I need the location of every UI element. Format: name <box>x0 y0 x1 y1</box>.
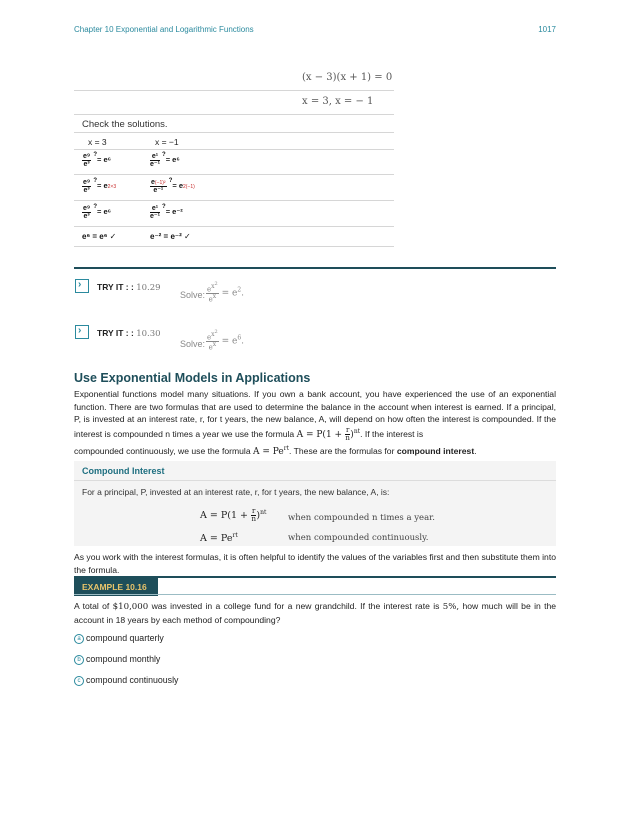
formula-note-n: when compounded n times a year. <box>288 513 435 523</box>
try-it-icon: › <box>75 325 89 339</box>
try-it-solve: Solve: <box>180 290 206 300</box>
try-it-label: TRY IT : : 10.30 <box>97 328 161 339</box>
section-paragraph-2: compounded continuously, we use the formula $A = Pe^{rt}$. These are the formulas for compound interest. <box>74 445 477 457</box>
after-feature-paragraph: As you work with the interest formulas, it is often helpful to identify the values of the variables first and then substitute them into the formula. <box>74 552 556 575</box>
option-letter-icon: c <box>74 676 84 686</box>
example-label: EXAMPLE 10.16 <box>82 582 147 592</box>
factored-equation: (x − 3)(x + 1) = 0 <box>302 72 393 83</box>
try-it-equation: $\frac{e^{x^2}}{e^x}$ = $e^2$. <box>207 281 245 304</box>
solutions-line: x = 3, x = − 1 <box>302 96 374 107</box>
check-row-b: $\frac{\text{e(−1)²}}{\text{e⁻¹}}$ ?= e2(−1) <box>151 178 195 194</box>
try-it-label: TRY IT : : 10.29 <box>97 282 161 293</box>
check-row-a: $\frac{\text{e⁹}}{\text{e³}}$ ?= e2×3 <box>83 178 117 194</box>
formula-continuous: $A = Pe^{rt}$ <box>200 532 238 545</box>
example-text: A total of $10,000 was invested in a college fund for a new grandchild. If the interest rate is 5%, how much will be in the account in 18 years by each method of compounding? <box>74 601 557 625</box>
try-it-equation: $\frac{e^{x^2}}{e^x}$ = $e^6$. <box>207 329 245 352</box>
section-title: Use Exponential Models in Applications <box>74 371 311 385</box>
feature-intro: For a principal, P, invested at an interest rate, r, for t years, the new balance, A, is: <box>82 487 390 497</box>
check-row-b: $\frac{\text{e¹}}{\text{e⁻¹}}$ ?= e⁻² <box>150 204 183 220</box>
feature-title: Compound Interest <box>82 466 165 476</box>
chapter-header: Chapter 10 Exponential and Logarithmic Functions <box>74 25 254 34</box>
option-c: c compound continuously <box>74 675 178 686</box>
check-row-b: $\frac{\text{e¹}}{\text{e⁻¹}}$ ?= e⁶ <box>150 152 180 168</box>
check-final-a: e⁶ = e⁶ ✓ <box>82 232 117 241</box>
check-row-a: $\frac{\text{e⁹}}{\text{e³}}$ ?= e⁶ <box>83 204 112 220</box>
try-it-icon: › <box>75 279 89 293</box>
section-paragraph: Exponential functions model many situations. If you own a bank account, you have experienced the use of an exponential function. There are two formulas that are used to determine the balance in the account when interest is earned. If a principal, P, is invested at an interest rate, r, for t years, the new balance, A, will depend on how often the interest is compounded. If the interest is compounded n times a year we use the formula A = P(1 + $\frac{r}{n}$ )$^{nt}$. If the interest is <box>74 389 556 442</box>
check-final-b: e⁻² = e⁻² ✓ <box>150 232 191 241</box>
col2-head: x = −1 <box>155 137 179 147</box>
col1-head: x = 3 <box>88 137 107 147</box>
option-a: a compound quarterly <box>74 633 164 644</box>
option-b: b compound monthly <box>74 654 160 665</box>
formula-note-continuous: when compounded continuously. <box>288 533 429 543</box>
page-number: 1017 <box>538 25 556 34</box>
check-row-a: $\frac{\text{e⁹}}{\text{e³}}$ ?= e⁶ <box>83 152 112 168</box>
option-letter-icon: a <box>74 634 84 644</box>
try-it-solve: Solve: <box>180 339 206 349</box>
option-letter-icon: b <box>74 655 84 665</box>
check-title: Check the solutions. <box>82 119 168 130</box>
formula-compounded-n: A = P(1 + $\frac{r}{n}$ )$^{nt}$ <box>200 507 267 523</box>
section-divider <box>74 267 556 269</box>
